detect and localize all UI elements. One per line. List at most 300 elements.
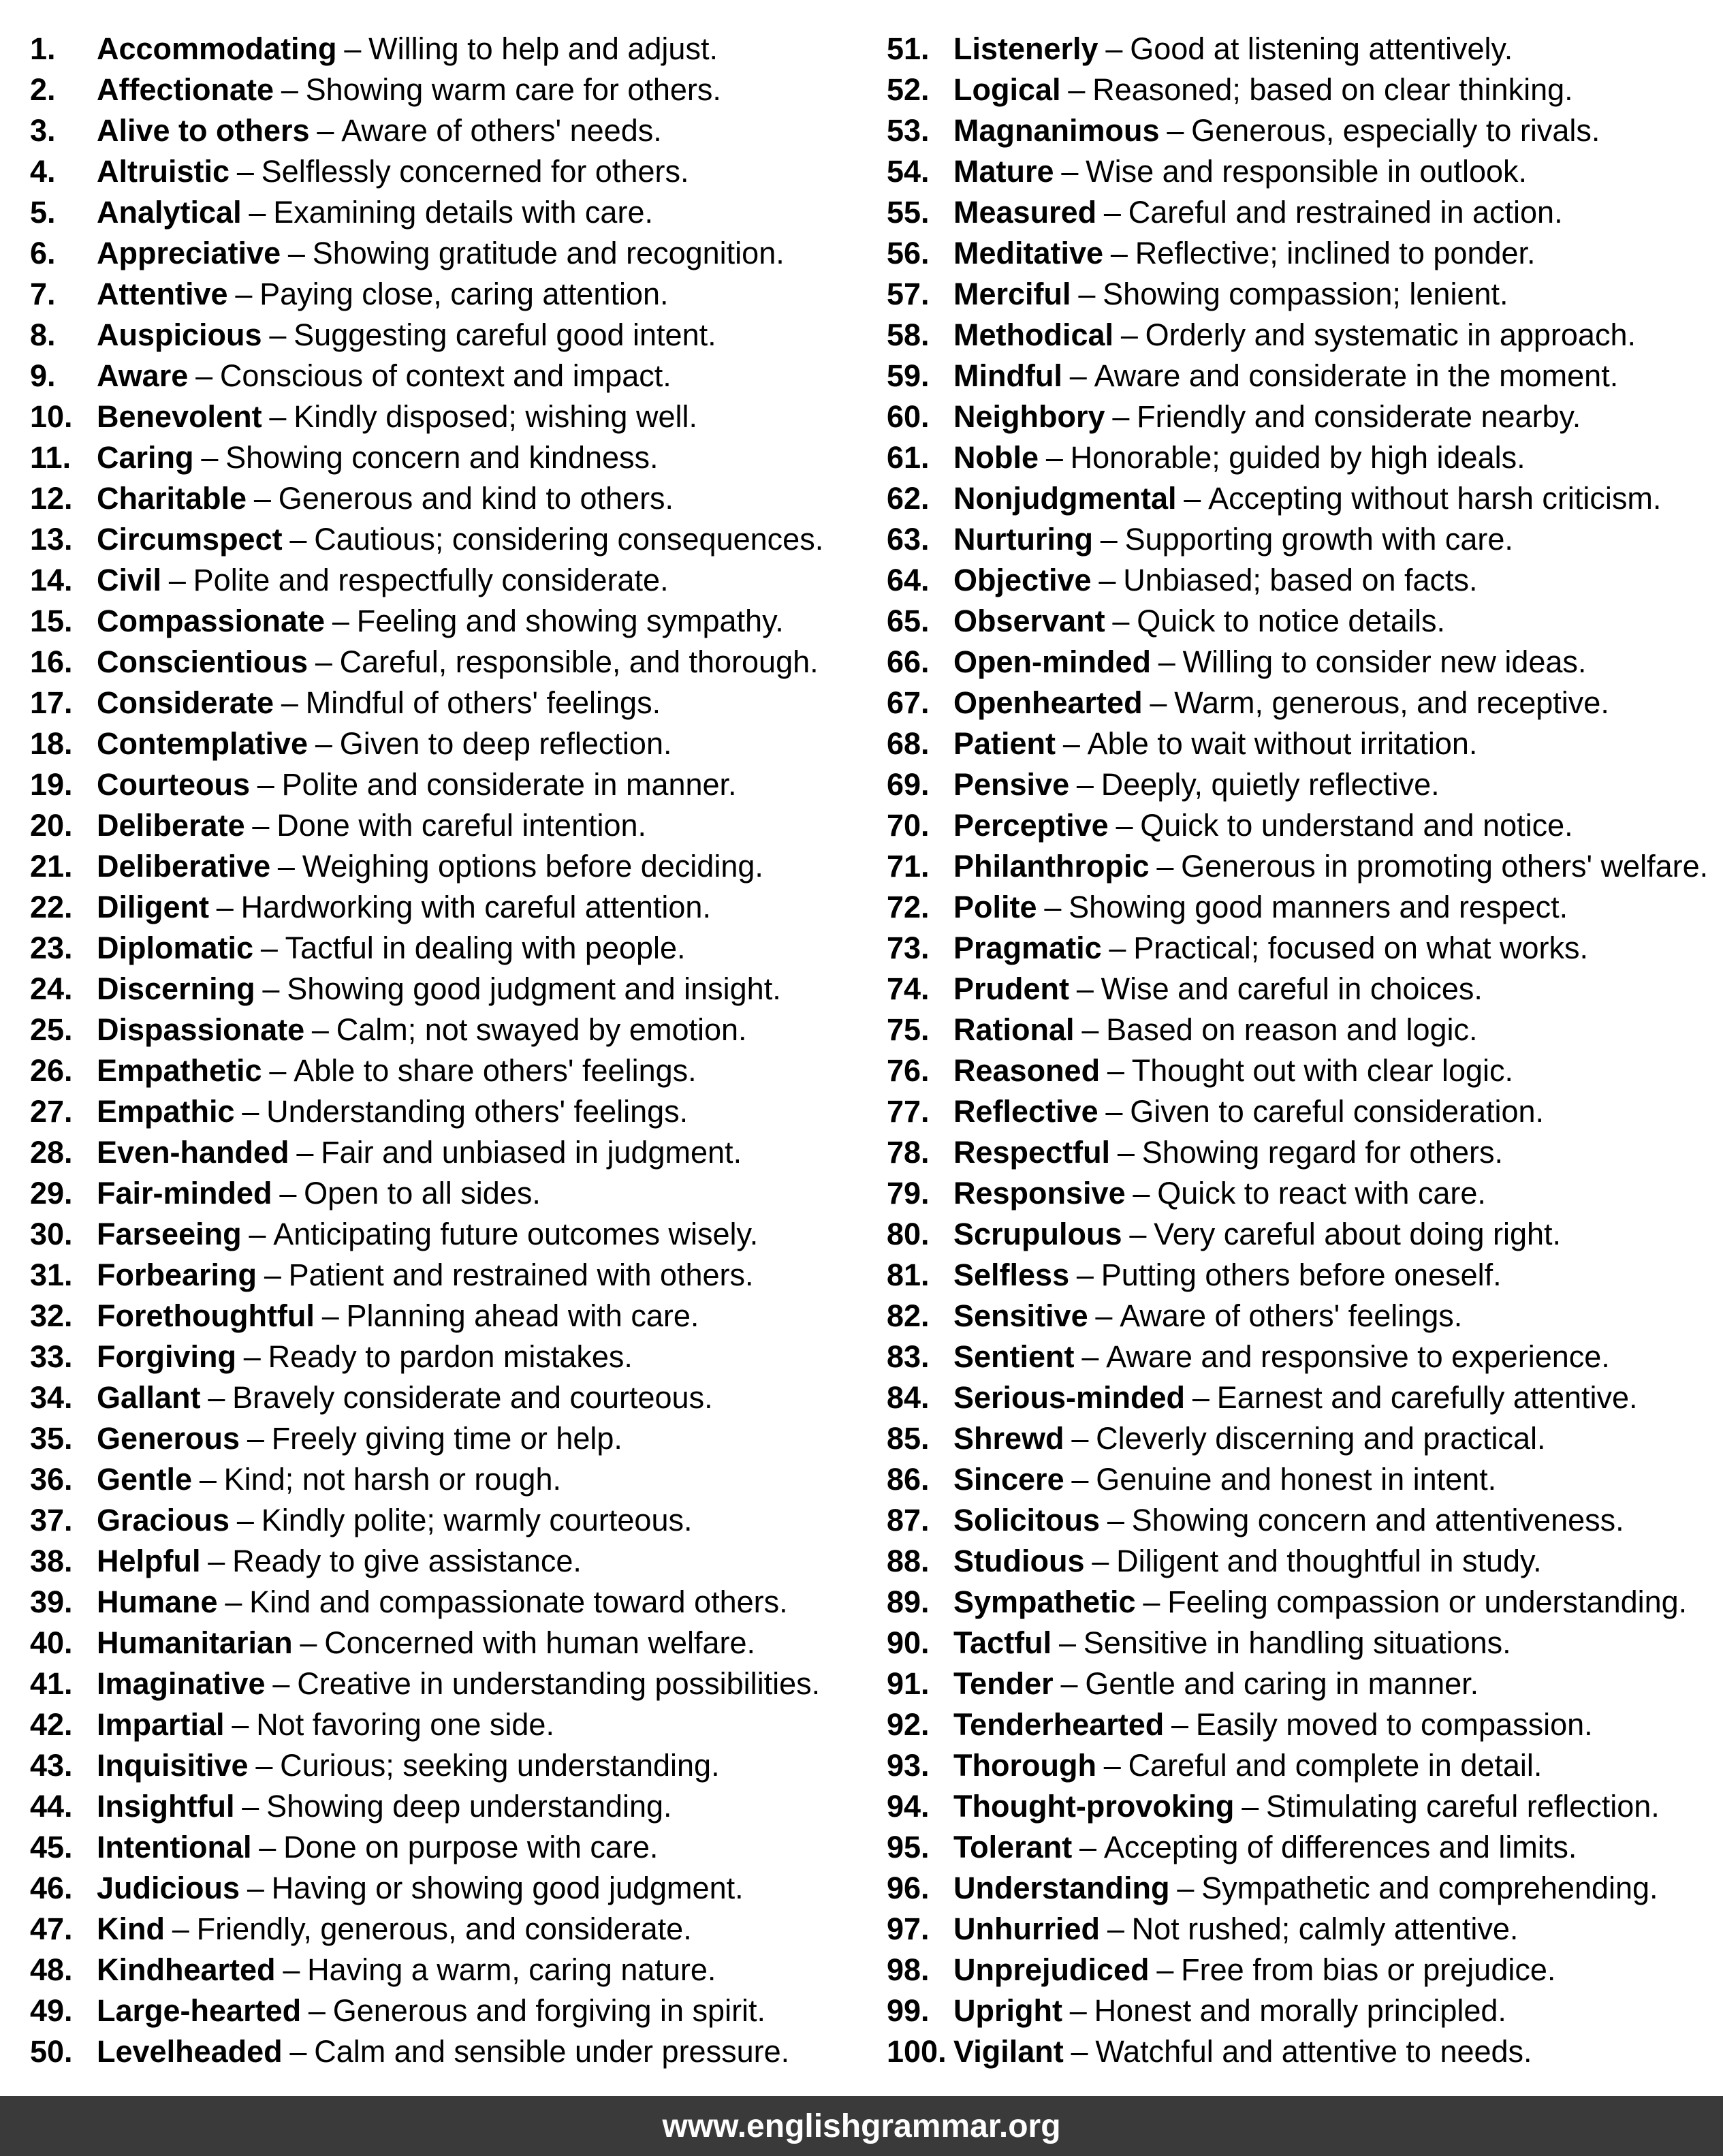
item-number: 8. xyxy=(30,317,56,352)
item-text xyxy=(953,1786,1660,1827)
dash-separator: – xyxy=(247,1871,264,1905)
list-item xyxy=(30,601,887,642)
item-number: 50. xyxy=(30,2034,73,2069)
item-term: Nurturing xyxy=(953,522,1093,557)
item-term: Responsive xyxy=(953,1176,1126,1210)
item-definition: Wise and careful in choices. xyxy=(1101,971,1483,1006)
item-term: Meditative xyxy=(953,236,1104,270)
item-definition: Paying close, caring attention. xyxy=(259,277,669,311)
item-term: Gallant xyxy=(97,1380,201,1415)
item-definition: Mindful of others' feelings. xyxy=(305,685,661,720)
item-text xyxy=(953,1459,1496,1500)
list-item xyxy=(887,1827,1723,1868)
item-number: 58. xyxy=(887,317,930,352)
item-text xyxy=(953,1623,1511,1663)
item-number: 81. xyxy=(887,1257,930,1292)
item-definition: Very careful about doing right. xyxy=(1154,1217,1562,1251)
item-term: Scrupulous xyxy=(953,1217,1122,1251)
item-number: 7. xyxy=(30,277,56,311)
item-number: 21. xyxy=(30,849,73,884)
item-number: 53. xyxy=(887,113,930,148)
item-number: 27. xyxy=(30,1094,73,1129)
item-text xyxy=(953,1500,1624,1541)
list-item xyxy=(30,519,887,560)
item-number: 39. xyxy=(30,1584,73,1619)
list-item xyxy=(887,969,1723,1010)
dash-separator: – xyxy=(315,726,332,761)
item-definition: Quick to understand and notice. xyxy=(1140,808,1573,843)
list-item xyxy=(30,560,887,601)
item-term: Levelheaded xyxy=(97,2034,283,2069)
item-number: 69. xyxy=(887,767,930,802)
item-definition: Reflective; inclined to ponder. xyxy=(1135,236,1536,270)
item-definition: Aware and responsive to experience. xyxy=(1106,1339,1610,1374)
item-term: Caring xyxy=(97,440,194,475)
dash-separator: – xyxy=(208,1380,225,1415)
item-definition: Supporting growth with care. xyxy=(1124,522,1513,557)
item-definition: Genuine and honest in intent. xyxy=(1096,1462,1497,1497)
item-term: Logical xyxy=(953,72,1061,107)
item-number: 97. xyxy=(887,1911,930,1946)
item-number: 64. xyxy=(887,563,930,597)
list-item xyxy=(30,1459,887,1500)
item-term: Pensive xyxy=(953,767,1070,802)
dash-separator: – xyxy=(1167,113,1184,148)
item-definition: Putting others before oneself. xyxy=(1101,1257,1502,1292)
item-definition: Careful and complete in detail. xyxy=(1128,1748,1543,1783)
item-number: 84. xyxy=(887,1380,930,1415)
item-definition: Showing compassion; lenient. xyxy=(1103,277,1508,311)
item-number: 76. xyxy=(887,1053,930,1088)
dash-separator: – xyxy=(1095,1298,1113,1333)
item-number: 14. xyxy=(30,563,73,597)
item-number: 100. xyxy=(887,2034,947,2069)
item-definition: Thought out with clear logic. xyxy=(1131,1053,1514,1088)
item-term: Methodical xyxy=(953,317,1114,352)
item-definition: Ready to give assistance. xyxy=(232,1544,582,1578)
dash-separator: – xyxy=(242,1094,259,1129)
item-term: Aware xyxy=(97,358,189,393)
list-item xyxy=(887,723,1723,764)
dash-separator: – xyxy=(1109,931,1126,965)
item-definition: Concerned with human welfare. xyxy=(324,1625,756,1660)
dash-separator: – xyxy=(1156,849,1174,884)
item-text xyxy=(953,1255,1502,1296)
item-number: 88. xyxy=(887,1544,930,1578)
item-number: 34. xyxy=(30,1380,73,1415)
item-term: Humane xyxy=(97,1584,218,1619)
dash-separator: – xyxy=(296,1135,314,1170)
item-term: Civil xyxy=(97,563,162,597)
item-number: 35. xyxy=(30,1421,73,1456)
item-term: Listenerly xyxy=(953,31,1098,66)
list-item xyxy=(30,151,887,192)
item-term: Empathetic xyxy=(97,1053,262,1088)
list-item xyxy=(30,1663,887,1704)
dash-separator: – xyxy=(277,849,295,884)
item-number: 55. xyxy=(887,195,930,230)
item-definition: Kind and compassionate toward others. xyxy=(249,1584,788,1619)
list-item xyxy=(887,1255,1723,1296)
item-term: Thought-provoking xyxy=(953,1789,1235,1824)
item-number: 5. xyxy=(30,195,56,230)
dash-separator: – xyxy=(321,1298,339,1333)
item-number: 3. xyxy=(30,113,56,148)
item-definition: Having or showing good judgment. xyxy=(271,1871,744,1905)
item-number: 24. xyxy=(30,971,73,1006)
item-term: Fair-minded xyxy=(97,1176,272,1210)
list-item xyxy=(887,1663,1723,1704)
item-number: 66. xyxy=(887,644,930,679)
item-number: 72. xyxy=(887,890,930,924)
item-text xyxy=(97,805,646,846)
dash-separator: – xyxy=(252,808,270,843)
item-text xyxy=(97,1337,633,1377)
item-term: Helpful xyxy=(97,1544,201,1578)
item-number: 57. xyxy=(887,277,930,311)
item-definition: Sensitive in handling situations. xyxy=(1083,1625,1511,1660)
item-text xyxy=(97,723,671,764)
dash-separator: – xyxy=(247,1421,264,1456)
dash-separator: – xyxy=(269,1053,287,1088)
item-definition: Generous and forgiving in spirit. xyxy=(332,1993,766,2028)
list-item xyxy=(30,1541,887,1582)
item-number: 54. xyxy=(887,154,930,189)
dash-separator: – xyxy=(272,1666,290,1701)
list-item xyxy=(30,1132,887,1173)
item-term: Philanthropic xyxy=(953,849,1150,884)
dash-separator: – xyxy=(208,1544,225,1578)
list-item xyxy=(887,1786,1723,1827)
item-term: Empathic xyxy=(97,1094,235,1129)
list-item xyxy=(887,151,1723,192)
item-definition: Accepting of differences and limits. xyxy=(1103,1830,1577,1864)
item-text xyxy=(97,192,653,233)
item-number: 44. xyxy=(30,1789,73,1824)
list-item xyxy=(30,1786,887,1827)
item-text xyxy=(97,1582,788,1623)
item-term: Perceptive xyxy=(953,808,1109,843)
item-term: Charitable xyxy=(97,481,247,516)
item-number: 40. xyxy=(30,1625,73,1660)
list-item xyxy=(887,192,1723,233)
item-text xyxy=(953,1909,1518,1950)
dash-separator: – xyxy=(287,236,305,270)
dash-separator: – xyxy=(216,890,234,924)
dash-separator: – xyxy=(1060,1666,1078,1701)
item-definition: Polite and respectfully considerate. xyxy=(193,563,669,597)
list-item xyxy=(30,356,887,396)
dash-separator: – xyxy=(1117,1135,1135,1170)
item-number: 43. xyxy=(30,1748,73,1783)
list-item xyxy=(887,642,1723,683)
item-term: Kind xyxy=(97,1911,165,1946)
item-text xyxy=(97,642,819,683)
list-item xyxy=(887,315,1723,356)
list-item xyxy=(887,846,1723,887)
item-text xyxy=(953,1337,1610,1377)
dash-separator: – xyxy=(1076,767,1094,802)
item-definition: Showing gratitude and recognition. xyxy=(312,236,785,270)
list-item xyxy=(30,764,887,805)
item-term: Mindful xyxy=(953,358,1062,393)
list-item xyxy=(30,1623,887,1663)
item-text xyxy=(953,356,1618,396)
item-term: Pragmatic xyxy=(953,931,1102,965)
item-text xyxy=(953,642,1586,683)
website-url: www.englishgrammar.org xyxy=(662,2108,1061,2144)
dash-separator: – xyxy=(281,685,298,720)
item-text xyxy=(953,1663,1479,1704)
list-item xyxy=(30,315,887,356)
item-number: 22. xyxy=(30,890,73,924)
dash-separator: – xyxy=(300,1625,317,1660)
item-text xyxy=(953,764,1440,805)
item-number: 46. xyxy=(30,1871,73,1905)
dash-separator: – xyxy=(1112,604,1130,638)
item-text xyxy=(953,601,1445,642)
dash-separator: – xyxy=(262,971,280,1006)
item-number: 52. xyxy=(887,72,930,107)
list-item xyxy=(887,356,1723,396)
item-text xyxy=(97,1990,765,2031)
item-definition: Freely giving time or help. xyxy=(271,1421,622,1456)
list-item xyxy=(887,1132,1723,1173)
item-text xyxy=(953,1990,1506,2031)
item-text xyxy=(97,887,711,928)
item-definition: Willing to help and adjust. xyxy=(368,31,718,66)
list-item xyxy=(887,928,1723,969)
item-text xyxy=(97,233,785,274)
item-text xyxy=(97,1663,820,1704)
item-text xyxy=(97,315,716,356)
item-text xyxy=(953,1541,1542,1582)
item-definition: Based on reason and logic. xyxy=(1106,1012,1478,1047)
item-number: 60. xyxy=(887,399,930,434)
list-item xyxy=(887,437,1723,478)
item-text xyxy=(953,2031,1532,2072)
dash-separator: – xyxy=(1076,1257,1094,1292)
item-definition: Orderly and systematic in approach. xyxy=(1145,317,1636,352)
item-number: 13. xyxy=(30,522,73,557)
item-text xyxy=(97,151,689,192)
item-text xyxy=(953,683,1609,723)
item-number: 99. xyxy=(887,1993,930,2028)
column-left xyxy=(30,29,887,2072)
item-number: 2. xyxy=(30,72,56,107)
item-term: Openhearted xyxy=(953,685,1143,720)
item-number: 42. xyxy=(30,1707,73,1742)
dash-separator: – xyxy=(279,1176,297,1210)
item-text xyxy=(953,1010,1478,1050)
list-item xyxy=(30,1337,887,1377)
item-term: Forgiving xyxy=(97,1339,236,1374)
item-number: 28. xyxy=(30,1135,73,1170)
list-item xyxy=(30,437,887,478)
item-number: 6. xyxy=(30,236,56,270)
list-item xyxy=(30,846,887,887)
item-term: Sincere xyxy=(953,1462,1064,1497)
item-definition: Patient and restrained with others. xyxy=(288,1257,754,1292)
item-number: 49. xyxy=(30,1993,73,2028)
dash-separator: – xyxy=(1069,1993,1087,2028)
item-text xyxy=(97,846,763,887)
item-text xyxy=(953,274,1508,315)
item-number: 65. xyxy=(887,604,930,638)
dash-separator: – xyxy=(249,1217,266,1251)
dash-separator: – xyxy=(199,1462,217,1497)
item-definition: Hardworking with careful attention. xyxy=(240,890,711,924)
item-definition: Quick to notice details. xyxy=(1137,604,1445,638)
item-term: Conscientious xyxy=(97,644,309,679)
dash-separator: – xyxy=(1076,971,1094,1006)
dash-separator: – xyxy=(311,1012,329,1047)
item-text xyxy=(953,233,1536,274)
item-term: Magnanimous xyxy=(953,113,1160,148)
item-term: Measured xyxy=(953,195,1097,230)
item-term: Objective xyxy=(953,563,1092,597)
dash-separator: – xyxy=(1061,154,1079,189)
dash-separator: – xyxy=(1105,1094,1123,1129)
item-term: Gentle xyxy=(97,1462,193,1497)
item-number: 23. xyxy=(30,931,73,965)
item-term: Noble xyxy=(953,440,1039,475)
item-text xyxy=(97,2031,789,2072)
item-definition: Calm; not swayed by emotion. xyxy=(336,1012,747,1047)
item-definition: Examining details with care. xyxy=(273,195,653,230)
item-text xyxy=(97,437,659,478)
item-number: 78. xyxy=(887,1135,930,1170)
item-text xyxy=(953,1214,1561,1255)
list-item xyxy=(30,1500,887,1541)
item-term: Tender xyxy=(953,1666,1054,1701)
dash-separator: – xyxy=(255,1748,273,1783)
item-definition: Kindly polite; warmly courteous. xyxy=(261,1503,693,1537)
item-definition: Showing concern and kindness. xyxy=(225,440,659,475)
item-definition: Curious; seeking understanding. xyxy=(280,1748,720,1783)
list-item xyxy=(30,805,887,846)
item-term: Mature xyxy=(953,154,1054,189)
item-number: 98. xyxy=(887,1952,930,1987)
dash-separator: – xyxy=(269,399,287,434)
item-term: Studious xyxy=(953,1544,1085,1578)
item-text xyxy=(953,315,1636,356)
item-number: 70. xyxy=(887,808,930,843)
item-text xyxy=(953,1582,1687,1623)
item-number: 92. xyxy=(887,1707,930,1742)
item-definition: Feeling and showing sympathy. xyxy=(356,604,784,638)
item-definition: Cautious; considering consequences. xyxy=(314,522,824,557)
item-text xyxy=(97,1255,754,1296)
item-term: Appreciative xyxy=(97,236,281,270)
item-term: Solicitous xyxy=(953,1503,1101,1537)
dash-separator: – xyxy=(1192,1380,1210,1415)
footer-bar xyxy=(0,2096,1723,2156)
item-definition: Not rushed; calmly attentive. xyxy=(1131,1911,1519,1946)
list-item xyxy=(887,69,1723,110)
dash-separator: – xyxy=(1058,1625,1076,1660)
item-text xyxy=(97,1050,697,1091)
item-text xyxy=(953,151,1527,192)
item-text xyxy=(97,1827,658,1868)
dash-separator: – xyxy=(1068,72,1086,107)
item-text xyxy=(97,69,721,110)
item-text xyxy=(953,192,1563,233)
item-number: 48. xyxy=(30,1952,73,1987)
item-text xyxy=(97,1623,755,1663)
dash-separator: – xyxy=(1105,31,1123,66)
dash-separator: – xyxy=(236,154,254,189)
item-term: Selfless xyxy=(953,1257,1070,1292)
item-text xyxy=(953,1745,1542,1786)
item-term: Diligent xyxy=(97,890,209,924)
dash-separator: – xyxy=(236,1503,254,1537)
dash-separator: – xyxy=(1120,317,1138,352)
list-item xyxy=(887,1010,1723,1050)
list-item xyxy=(30,1745,887,1786)
list-item xyxy=(30,1214,887,1255)
item-term: Compassionate xyxy=(97,604,326,638)
item-definition: Given to careful consideration. xyxy=(1130,1094,1545,1129)
item-term: Deliberate xyxy=(97,808,245,843)
list-item xyxy=(30,274,887,315)
dash-separator: – xyxy=(1045,440,1063,475)
item-text xyxy=(97,356,671,396)
item-number: 93. xyxy=(887,1748,930,1783)
item-definition: Friendly, generous, and considerate. xyxy=(196,1911,692,1946)
item-definition: Willing to consider new ideas. xyxy=(1182,644,1587,679)
item-text xyxy=(97,1010,747,1050)
dash-separator: – xyxy=(1069,358,1087,393)
dash-separator: – xyxy=(269,317,287,352)
list-item xyxy=(30,69,887,110)
item-term: Sensitive xyxy=(953,1298,1088,1333)
item-text xyxy=(953,1173,1486,1214)
list-item xyxy=(887,1745,1723,1786)
item-text xyxy=(953,1868,1658,1909)
item-definition: Diligent and thoughtful in study. xyxy=(1116,1544,1542,1578)
list-item xyxy=(30,1909,887,1950)
item-definition: Kindly disposed; wishing well. xyxy=(294,399,697,434)
list-item xyxy=(887,478,1723,519)
item-number: 73. xyxy=(887,931,930,965)
list-item xyxy=(887,887,1723,928)
dash-separator: – xyxy=(1103,1748,1121,1783)
dash-separator: – xyxy=(1177,1871,1195,1905)
item-text xyxy=(953,846,1708,887)
item-number: 96. xyxy=(887,1871,930,1905)
item-definition: Generous in promoting others' welfare. xyxy=(1181,849,1709,884)
item-number: 47. xyxy=(30,1911,73,1946)
item-term: Unprejudiced xyxy=(953,1952,1150,1987)
item-term: Deliberative xyxy=(97,849,271,884)
dash-separator: – xyxy=(289,522,307,557)
item-text xyxy=(97,29,718,69)
item-number: 17. xyxy=(30,685,73,720)
item-definition: Conscious of context and impact. xyxy=(219,358,671,393)
item-number: 19. xyxy=(30,767,73,802)
dash-separator: – xyxy=(1110,236,1128,270)
dash-separator: – xyxy=(281,72,298,107)
item-definition: Gentle and caring in manner. xyxy=(1085,1666,1479,1701)
item-definition: Calm and sensible under pressure. xyxy=(314,2034,790,2069)
item-text xyxy=(97,1868,744,1909)
item-definition: Friendly and considerate nearby. xyxy=(1137,399,1581,434)
item-definition: Deeply, quietly reflective. xyxy=(1101,767,1440,802)
item-text xyxy=(97,1091,688,1132)
item-number: 83. xyxy=(887,1339,930,1374)
list-item xyxy=(887,274,1723,315)
